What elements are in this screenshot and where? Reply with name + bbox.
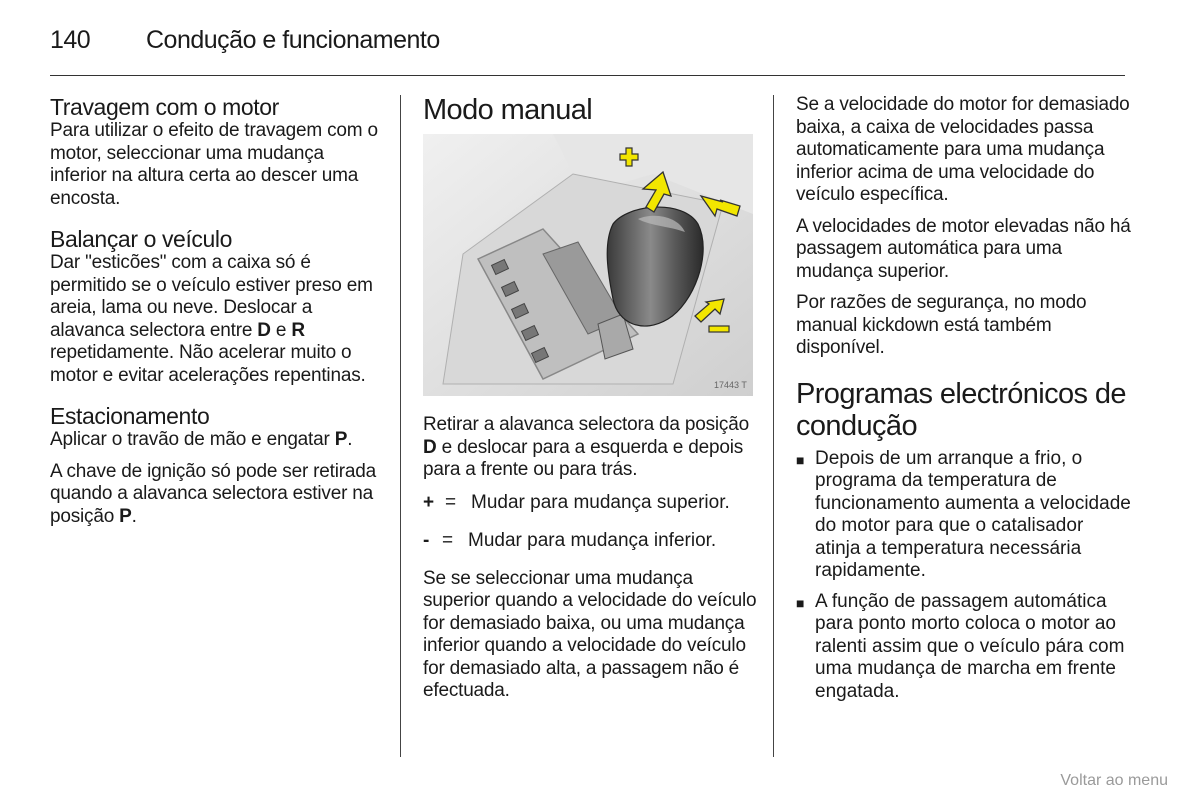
gear-selector-illustration [423,134,753,396]
shift-note: Se se seleccionar uma mudança superior quando a velocidade do veículo for demasiado baixa, ou uma mudança inferior quando a velocidade do veículo for demasiado alta, a passagem não é efectuada. [423,567,757,701]
page-header [50,26,1125,76]
header-divider [50,75,1125,76]
list-item: ■ A função de passagem automática para ponto morto coloca o motor ao ralenti assim que o veículo pára com uma mudança de marcha em frente engatada. [796,590,1125,702]
rocking-text: Dar "esticões" com a caixa só é permitido se o veículo estiver preso em areia, lama ou neve. Deslocar a alavanca selectora entre D e R repetidamente. Não acelerar muito o motor e evitar acelerações repentinas. [50,252,373,386]
plus-symbol: + [423,491,435,513]
column-divider [400,95,401,757]
column-1 [50,94,385,528]
parking-text-2: A chave de ignição só pode ser retirada quando a alavanca selectora estiver na posição P. [50,460,376,527]
bullet-square-icon: ■ [796,594,805,611]
back-to-menu-link[interactable]: Voltar ao menu [1060,772,1168,789]
section-heading-manual-mode: Modo manual [423,94,593,126]
definition-downshift: - = Mudar para mudança inferior. [423,529,717,551]
minus-symbol: - [423,529,430,551]
paragraph-high-speed: A velocidades de motor elevadas não há passagem automática para uma mudança superior. [796,215,1131,282]
section-heading-drive-programs: Programas electrónicos de condução [796,377,1126,442]
section-heading-rocking: Balançar o veículo [50,226,233,252]
paragraph-low-speed: Se a velocidade do motor for demasiado baixa, a caixa de velocidades passa automaticamente para uma mudança inferior acima de uma velocidade do veículo específica. [796,94,1130,205]
section-heading-parking: Estacionamento [50,403,210,429]
parking-text-1: Aplicar o travão de mão e engatar P. [50,429,353,450]
column-2 [423,94,758,703]
column-divider [773,95,774,757]
list-item: ■ Depois de um arranque a frio, o programa da temperatura de funcionamento aumenta a velocidade do motor para que o catalisador atinja a temperatura necessária rapidamente. [796,447,1131,581]
chapter-title: Condução e funcionamento [146,26,440,54]
page-number: 140 [50,26,91,54]
section-heading-braking: Travagem com o motor [50,94,279,120]
definition-upshift: + = Mudar para mudança superior. [423,491,730,513]
braking-text: Para utilizar o efeito de travagem com o motor, seleccionar uma mudança inferior na altura certa ao descer uma encosta. [50,120,378,209]
figure-code: 17443 T [714,380,747,390]
bullet-square-icon: ■ [796,451,805,468]
paragraph-kickdown: Por razões de segurança, no modo manual kickdown está também disponível. [796,292,1087,358]
manual-mode-intro: Retirar a alavanca selectora da posição D e deslocar para a esquerda e depois para a frente ou para trás. [423,414,749,480]
column-3 [796,94,1131,703]
